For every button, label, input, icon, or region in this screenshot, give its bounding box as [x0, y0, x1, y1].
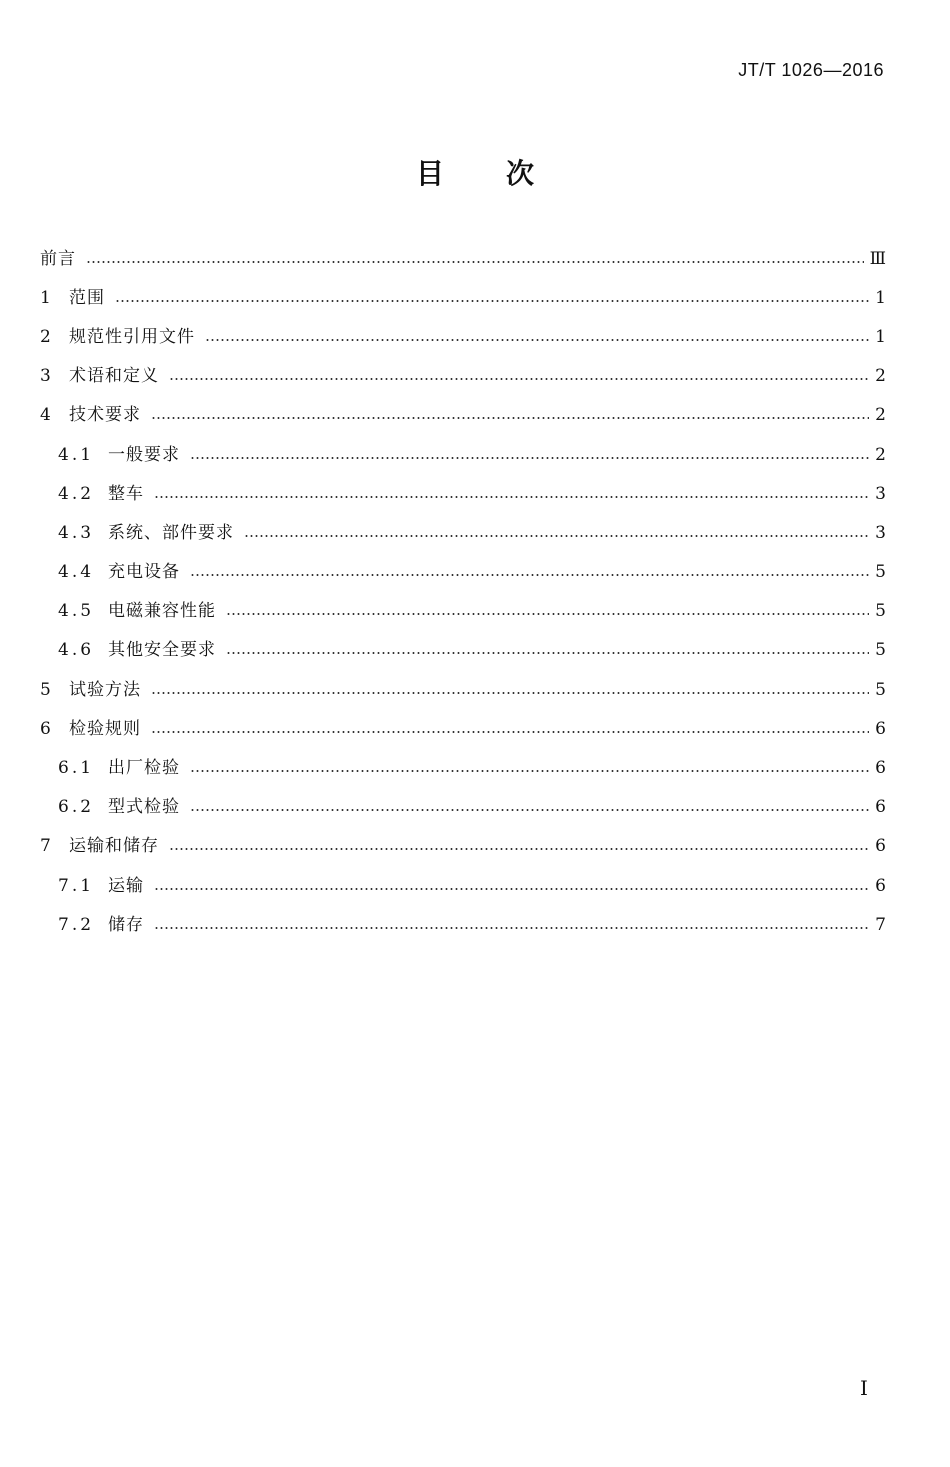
dot-leader — [205, 339, 869, 341]
toc-entry-number: 4.3 — [58, 522, 95, 543]
toc-entry-number: 7 — [40, 836, 51, 857]
toc-entry-4-2[interactable] — [40, 474, 886, 513]
toc-entry-7-1[interactable] — [40, 866, 886, 905]
toc-entry-label: 整车 — [108, 483, 144, 504]
toc-entry-label: 出厂检验 — [108, 758, 180, 779]
toc-entry-number: 6.1 — [58, 758, 95, 779]
dot-leader — [154, 496, 869, 498]
toc-entry-page: 1 — [875, 326, 886, 347]
toc-entry-number: 7.2 — [58, 914, 95, 935]
dot-leader — [151, 692, 869, 694]
toc-entry-label: 规范性引用文件 — [69, 326, 195, 347]
toc-entry-page: 5 — [875, 679, 886, 700]
toc-entry-label: 术语和定义 — [69, 366, 159, 387]
toc-entry-page: 6 — [875, 836, 886, 857]
toc-entry-page: 3 — [875, 522, 886, 543]
toc-entry-page: 2 — [875, 366, 886, 387]
toc-entry-number: 7.1 — [58, 875, 95, 896]
dot-leader — [115, 300, 869, 302]
toc-entry-4-6[interactable] — [40, 631, 886, 670]
dot-leader — [190, 574, 869, 576]
toc-entry-label: 充电设备 — [108, 562, 180, 583]
dot-leader — [244, 535, 869, 537]
toc-entry-page: 5 — [875, 601, 886, 622]
toc-entry-label: 型式检验 — [108, 797, 180, 818]
dot-leader — [169, 378, 869, 380]
toc-entry-label: 电磁兼容性能 — [108, 601, 216, 622]
toc-entry-label: 前言 — [40, 248, 76, 269]
toc-entry-4[interactable] — [40, 396, 886, 435]
toc-entry-2[interactable] — [40, 317, 886, 356]
toc-entry-number: 4.1 — [58, 444, 95, 465]
toc-entry-label: 检验规则 — [69, 718, 141, 739]
toc-entry-label: 储存 — [108, 914, 144, 935]
dot-leader — [151, 731, 869, 733]
toc-entry-label: 其他安全要求 — [108, 640, 216, 661]
toc-entry-6[interactable] — [40, 709, 886, 748]
toc-entry-page: Ⅲ — [869, 248, 886, 269]
toc-entry-number: 4.2 — [58, 483, 95, 504]
toc-entry-4-1[interactable] — [40, 435, 886, 474]
toc-entry-label: 范围 — [69, 287, 105, 308]
toc-entry-number: 2 — [40, 326, 51, 347]
dot-leader — [226, 613, 869, 615]
toc-entry-6-1[interactable] — [40, 748, 886, 787]
toc-entry-label: 系统、部件要求 — [108, 522, 234, 543]
toc-entry-label: 运输和储存 — [69, 836, 159, 857]
toc-entry-number: 1 — [40, 287, 51, 308]
toc-entry-number: 6.2 — [58, 797, 95, 818]
dot-leader — [154, 927, 869, 929]
toc-entry-label: 运输 — [108, 875, 144, 896]
dot-leader — [190, 457, 869, 459]
toc-entry-1[interactable] — [40, 278, 886, 317]
table-of-contents — [40, 239, 886, 944]
toc-entry-4-4[interactable] — [40, 553, 886, 592]
toc-entry-page: 1 — [875, 287, 886, 308]
toc-entry-6-2[interactable] — [40, 788, 886, 827]
toc-entry-3[interactable] — [40, 357, 886, 396]
toc-entry-4-5[interactable] — [40, 592, 886, 631]
toc-entry-5[interactable] — [40, 670, 886, 709]
page-title: 目次 — [415, 157, 596, 190]
page-number: I — [860, 1376, 868, 1400]
toc-entry-page: 7 — [875, 914, 886, 935]
toc-entry-page: 6 — [875, 797, 886, 818]
toc-entry-number: 6 — [40, 718, 51, 739]
toc-entry-page: 6 — [875, 875, 886, 896]
standard-code: JT/T 1026—2016 — [738, 60, 884, 80]
toc-entry-number: 5 — [40, 679, 51, 700]
dot-leader — [190, 770, 869, 772]
toc-entry-7[interactable] — [40, 827, 886, 866]
dot-leader — [190, 809, 869, 811]
toc-entry-number: 4.4 — [58, 562, 95, 583]
toc-entry-number: 4.6 — [58, 640, 95, 661]
toc-entry-7-2[interactable] — [40, 905, 886, 944]
dot-leader — [154, 888, 869, 890]
toc-entry-label: 一般要求 — [108, 444, 180, 465]
toc-entry-4-3[interactable] — [40, 513, 886, 552]
dot-leader — [151, 417, 869, 419]
toc-entry-number: 4.5 — [58, 601, 95, 622]
dot-leader — [86, 261, 864, 263]
dot-leader — [169, 848, 869, 850]
toc-entry-label: 试验方法 — [69, 679, 141, 700]
toc-entry-number: 3 — [40, 366, 51, 387]
toc-entry-foreword[interactable] — [40, 239, 886, 278]
toc-entry-page: 5 — [875, 640, 886, 661]
toc-entry-label: 技术要求 — [69, 405, 141, 426]
toc-entry-page: 5 — [875, 562, 886, 583]
toc-entry-page: 2 — [875, 405, 886, 426]
toc-entry-number: 4 — [40, 405, 51, 426]
toc-entry-page: 3 — [875, 483, 886, 504]
toc-entry-page: 6 — [875, 758, 886, 779]
dot-leader — [226, 652, 869, 654]
toc-entry-page: 6 — [875, 718, 886, 739]
toc-entry-page: 2 — [875, 444, 886, 465]
